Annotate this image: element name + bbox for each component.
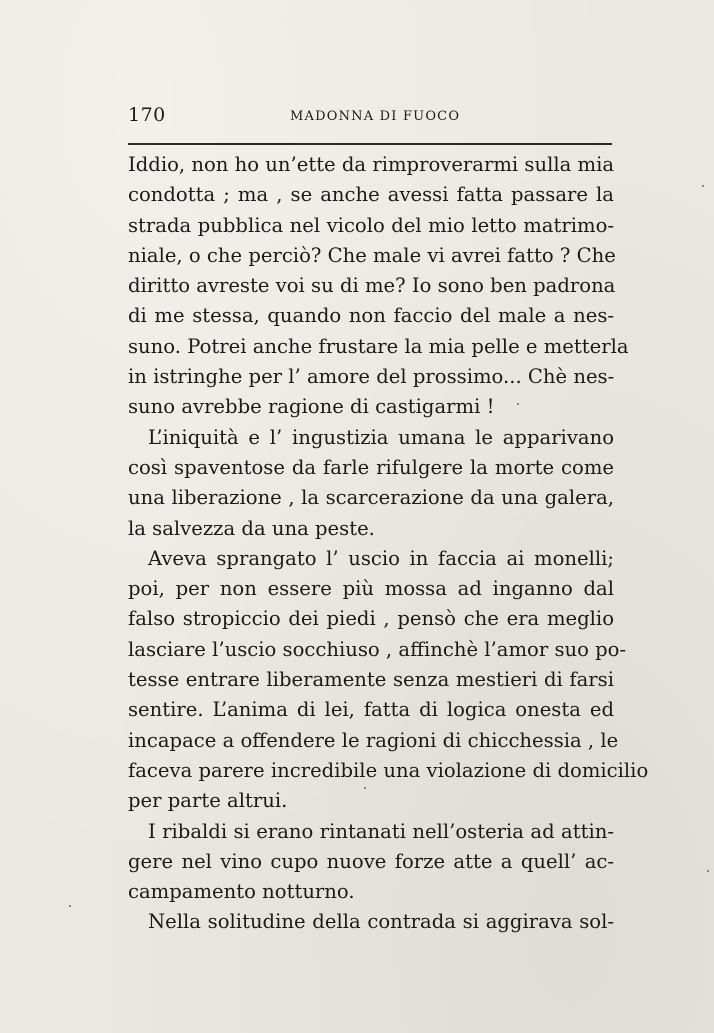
text-line: per parte altrui.: [128, 789, 288, 813]
text-line: Aveva sprangato l’ uscio in faccia ai monelli;: [148, 546, 614, 570]
scan-speck: [364, 787, 366, 789]
text-line: Nella solitudine della contrada si aggirava sol-: [148, 910, 614, 934]
text-line: tesse entrare liberamente senza mestieri di farsi: [128, 668, 614, 692]
scan-speck: [707, 870, 709, 872]
scan-speck: [69, 905, 71, 907]
text-line: incapace a offendere le ragioni di chicchessia , le: [128, 728, 619, 752]
text-line: faceva parere incredibile una violazione di domicilio: [128, 758, 649, 782]
text-line: L’iniquità e l’ ingustizia umana le apparivano: [148, 425, 614, 449]
scan-speck: [517, 403, 519, 405]
text-line: poi, per non essere più mossa ad inganno dal: [128, 577, 614, 601]
text-line: gere nel vino cupo nuove forze atte a quell’ ac-: [128, 849, 614, 873]
text-line: suno. Potrei anche frustare la mia pelle e metterla: [128, 334, 629, 358]
text-line: in istringhe per l’ amore del prossimo... Chè nes-: [128, 365, 615, 389]
page-header: [128, 104, 612, 130]
page-number: 170: [128, 104, 166, 126]
body-text: [128, 150, 649, 938]
text-line: così spaventose da farle rifulgere la morte come: [128, 455, 614, 479]
text-line: sentire. L’anima di lei, fatta di logica onesta ed: [128, 698, 614, 722]
text-line: strada pubblica nel vicolo del mio letto matrimo-: [128, 213, 614, 237]
text-line: di me stessa, quando non faccio del male a nes-: [128, 304, 614, 328]
text-line: una liberazione , la scarcerazione da una galera,: [128, 486, 614, 510]
text-line: I ribaldi si erano rintanati nell’osteria ad attin-: [148, 819, 614, 843]
text-line: suno avrebbe ragione di castigarmi !: [128, 395, 495, 419]
scan-speck: [702, 185, 704, 187]
text-line: niale, o che perciò? Che male vi avrei fatto ? Che: [128, 243, 616, 267]
header-rule: [128, 143, 612, 145]
text-line: campamento notturno.: [128, 880, 355, 904]
text-line: Iddio, non ho un’ette da rimproverarmi sulla mia: [128, 153, 615, 176]
text-line: diritto avreste voi su di me? Io sono ben padrona: [128, 274, 616, 298]
running-title: MADONNA DI FUOCO: [290, 109, 461, 124]
text-line: condotta ; ma , se anche avessi fatta passare la: [128, 183, 614, 207]
text-line: lasciare l’uscio socchiuso , affinchè l’amor suo po-: [128, 637, 627, 661]
text-line: la salvezza da una peste.: [128, 516, 375, 540]
text-line: falso stropiccio dei piedi , pensò che era meglio: [128, 607, 614, 631]
